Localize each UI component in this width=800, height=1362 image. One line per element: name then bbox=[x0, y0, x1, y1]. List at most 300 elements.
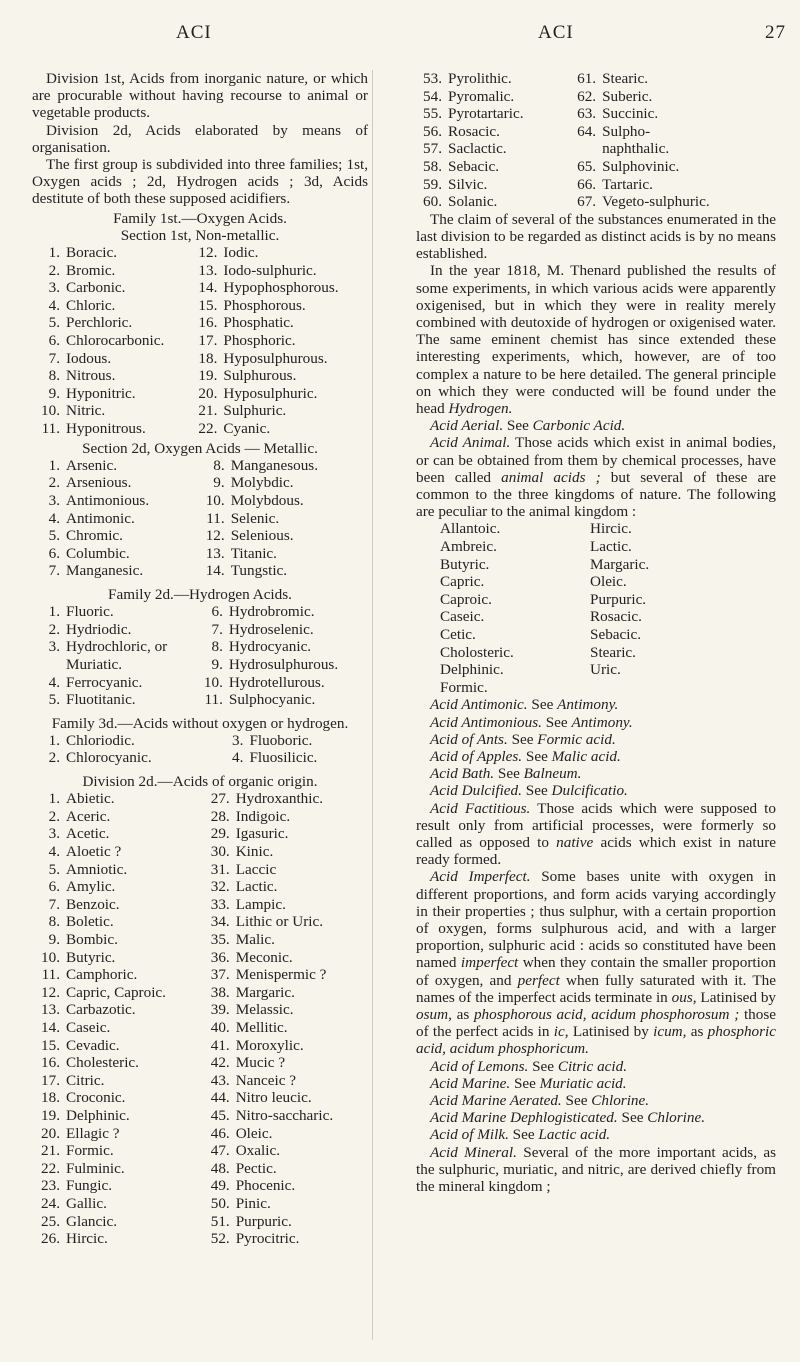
item-number: 13. bbox=[41, 1001, 60, 1019]
item-number: 51. bbox=[210, 1212, 230, 1230]
acid-name: Selenic. bbox=[230, 509, 280, 527]
item-number: 1. bbox=[48, 790, 60, 808]
acid-name: Titanic. bbox=[230, 544, 277, 562]
acid-name: Iodous. bbox=[66, 349, 112, 367]
item-number bbox=[32, 656, 66, 674]
item-number: 5. bbox=[48, 691, 60, 709]
acid-name: Pectic. bbox=[235, 1159, 277, 1177]
acid-name: Nitro-saccharic. bbox=[235, 1106, 334, 1124]
intro-paragraph: Division 2d, Acids elaborated by means of organisation. bbox=[32, 121, 368, 156]
acid-name: Tartaric. bbox=[602, 175, 653, 193]
item-number: 10. bbox=[41, 948, 60, 966]
acid-name: Laccic bbox=[235, 860, 277, 878]
item-number: 25. bbox=[41, 1212, 60, 1230]
list-row bbox=[32, 314, 368, 332]
acid-name: Camphoric. bbox=[66, 966, 138, 984]
acid-list bbox=[32, 732, 368, 767]
acid-name: Fluoric. bbox=[66, 603, 114, 621]
list-row bbox=[32, 674, 368, 692]
item-number: 2. bbox=[48, 474, 60, 492]
item-number: 3. bbox=[48, 491, 60, 509]
item-number: 65. bbox=[577, 157, 597, 175]
acid-name: Hyposulphuric. bbox=[223, 384, 318, 402]
acid-name: Stearic. bbox=[602, 70, 649, 87]
acid-name: Arsenious. bbox=[66, 474, 132, 492]
acid-name: naphthalic. bbox=[602, 140, 670, 158]
list-row bbox=[32, 385, 368, 403]
entry-acid-of-apples: Acid of Apples. See Malic acid. bbox=[430, 747, 621, 765]
acid-name: Sulphovinic. bbox=[602, 157, 680, 175]
acid-name: Pyrolithic. bbox=[448, 70, 512, 87]
item-number: 4. bbox=[232, 749, 244, 767]
item-number: 5. bbox=[48, 314, 60, 332]
item-number: 54. bbox=[423, 87, 442, 105]
acid-name: Phocenic. bbox=[235, 1177, 296, 1195]
list-row bbox=[32, 931, 368, 949]
item-number: 21. bbox=[41, 1142, 60, 1160]
item-number: 53. bbox=[423, 70, 442, 87]
acid-name: Molybdous. bbox=[230, 491, 304, 509]
acid-name: Silvic. bbox=[448, 175, 488, 193]
acid-list bbox=[416, 70, 776, 211]
list-row bbox=[32, 1089, 368, 1107]
item-number: 14. bbox=[205, 562, 225, 580]
list-row bbox=[440, 644, 740, 662]
acid-name: Melassic. bbox=[235, 1001, 294, 1019]
list-row bbox=[32, 1213, 368, 1231]
acid-name: Igasuric. bbox=[235, 825, 289, 843]
item-number: 29. bbox=[210, 825, 230, 843]
acid-name: Hydroselenic. bbox=[228, 620, 314, 638]
acid-name: Hyponitric. bbox=[66, 384, 136, 402]
acid-name: Acetic. bbox=[66, 825, 110, 843]
acid-name: Mucic ? bbox=[235, 1054, 286, 1072]
acid-name: Aloetic ? bbox=[66, 843, 122, 861]
acid-name: Vegeto-sulphuric. bbox=[602, 193, 710, 211]
item-number: 46. bbox=[210, 1124, 230, 1142]
list-row bbox=[416, 193, 776, 211]
acid-name: Sulphuric. bbox=[223, 402, 287, 420]
item-number: 5. bbox=[48, 527, 60, 545]
item-number: 6. bbox=[48, 332, 60, 349]
item-number: 39. bbox=[210, 1001, 230, 1019]
item-number: 1. bbox=[48, 731, 60, 749]
acid-name: Pyrotartaric. bbox=[448, 105, 524, 123]
acid-name: Hypophosphorous. bbox=[223, 279, 339, 297]
item-number: 7. bbox=[48, 349, 60, 367]
list-row bbox=[32, 638, 368, 656]
acid-name: Ellagic ? bbox=[66, 1124, 120, 1142]
item-number: 11. bbox=[206, 509, 225, 527]
acid-name: Glancic. bbox=[66, 1212, 118, 1230]
acid-name: Cholesteric. bbox=[66, 1054, 139, 1072]
acid-name: Antimonious. bbox=[66, 491, 150, 509]
acid-name: Abietic. bbox=[66, 790, 115, 808]
entry-acid-imperfect: Acid Imperfect. Some bases unite with oxygen in different proportions, and form acids varying accordingly in their properties ; thus sulphur, with a certain proportion of oxygen, forms sulphurous acid, and with a larger proportion, sulphuric acid : acids so constituted have been named imperfect when they contain the smaller proportion of oxygen, and perfect when fully saturated with it. The names of the imperfect acids terminate in ous, Latinised by osum, as phosphorous acid, acidum phosphorosum ; those of the perfect acids in ic, Latinised by icum, as phosphoric acid, acidum phosphoricum. bbox=[416, 868, 777, 1058]
acid-name: Sulpho- bbox=[602, 122, 651, 140]
running-head-center: ACI bbox=[538, 22, 574, 43]
item-number: 37. bbox=[210, 966, 230, 984]
acid-name: Allantoic. bbox=[440, 520, 501, 538]
paragraph: In the year 1818, M. Thenard published the results of some experiments, in which various acids were apparently oxigenised, but in which they were in reality merely combined with deutoxide of hydrogen or oxigenised water. The same eminent chemist has since extended these interesting experiments, which, however, are of too complex a nature to be here detailed. The general principle on which they were conducted will be found under the head Hydrogen. bbox=[416, 262, 776, 417]
list-row bbox=[32, 691, 368, 709]
acid-name: Nitro leucic. bbox=[235, 1089, 312, 1107]
acid-name: Margaric. bbox=[235, 983, 295, 1001]
list-row bbox=[32, 367, 368, 385]
acid-name: Antimonic. bbox=[66, 509, 135, 527]
list-row bbox=[32, 1195, 368, 1213]
acid-name: Citric. bbox=[66, 1071, 105, 1089]
list-row bbox=[32, 1107, 368, 1125]
acid-name: Chlorocyanic. bbox=[66, 749, 152, 767]
item-number: 50. bbox=[210, 1194, 230, 1212]
list-row bbox=[32, 621, 368, 639]
acid-name: Nitrous. bbox=[66, 367, 116, 385]
family-heading: Family 3d.—Acids without oxygen or hydrogen. bbox=[51, 714, 349, 732]
item-number: 67. bbox=[577, 193, 597, 211]
acid-name: Rosacic. bbox=[590, 608, 642, 626]
item-number: 17. bbox=[198, 332, 218, 349]
acid-name: Saclactic. bbox=[448, 140, 507, 158]
acid-name: Hydrochloric, or bbox=[66, 638, 168, 656]
acid-name: Meconic. bbox=[235, 948, 293, 966]
acid-name: Lactic. bbox=[235, 878, 278, 896]
family-heading: Family 1st.—Oxygen Acids. bbox=[113, 209, 287, 227]
item-number: 9. bbox=[48, 931, 60, 949]
item-number: 66. bbox=[577, 175, 597, 193]
acid-name: Chlorocarbonic. bbox=[66, 332, 165, 349]
item-number: 47. bbox=[210, 1142, 230, 1160]
acid-list bbox=[32, 244, 368, 438]
acid-name: Cetic. bbox=[440, 625, 476, 643]
item-number bbox=[570, 140, 602, 158]
acid-name: Pyromalic. bbox=[448, 87, 515, 105]
acid-name: Pyrocitric. bbox=[235, 1230, 300, 1248]
acid-name: Arsenic. bbox=[66, 456, 118, 474]
item-number: 20. bbox=[198, 384, 218, 402]
item-number: 22. bbox=[198, 419, 218, 437]
entry-acid-antimonic: Acid Antimonic. See Antimony. bbox=[430, 696, 619, 714]
acid-name bbox=[590, 679, 740, 697]
list-row bbox=[32, 966, 368, 984]
left-column bbox=[32, 70, 368, 1248]
acid-name: Purpuric. bbox=[235, 1212, 292, 1230]
acid-name: Aceric. bbox=[66, 807, 111, 825]
item-number: 2. bbox=[48, 620, 60, 638]
acid-name: Hircic. bbox=[590, 520, 632, 538]
acid-name: Succinic. bbox=[602, 105, 659, 123]
item-number: 48. bbox=[210, 1159, 230, 1177]
entry-acid-marine-aerated: Acid Marine Aerated. See Chlorine. bbox=[430, 1092, 650, 1110]
animal-acid-list bbox=[440, 520, 740, 696]
item-number: 32. bbox=[210, 878, 230, 896]
acid-name: Malic. bbox=[235, 931, 275, 949]
list-row bbox=[440, 573, 740, 591]
list-row bbox=[440, 626, 740, 644]
acid-name: Hydrocyanic. bbox=[228, 638, 312, 656]
acid-name: Sebacic. bbox=[590, 625, 642, 643]
division-heading: Division 2d.—Acids of organic origin. bbox=[82, 773, 318, 791]
item-number: 16. bbox=[198, 314, 218, 332]
acid-name: Sulphocyanic. bbox=[228, 691, 316, 709]
intro-paragraph: Division 1st, Acids from inorganic nature, or which are procurable without having recourse to animal or vegetable products. bbox=[32, 70, 368, 122]
acid-name: Ambreic. bbox=[440, 538, 497, 555]
acid-name: Hircic. bbox=[66, 1230, 108, 1248]
list-row bbox=[32, 808, 368, 826]
item-number: 4. bbox=[48, 296, 60, 314]
acid-name: Gallic. bbox=[66, 1194, 107, 1212]
item-number: 55. bbox=[423, 105, 442, 123]
item-number: 28. bbox=[210, 807, 230, 825]
acid-name: Oleic. bbox=[235, 1124, 273, 1142]
acid-name: Cholosteric. bbox=[440, 643, 514, 661]
list-row bbox=[32, 949, 368, 967]
list-row bbox=[32, 1230, 368, 1248]
acid-name: Perchloric. bbox=[66, 314, 133, 332]
acid-name: Cevadic. bbox=[66, 1036, 120, 1054]
acid-name: Boracic. bbox=[66, 244, 118, 262]
list-row bbox=[32, 896, 368, 914]
list-row bbox=[32, 843, 368, 861]
item-number: 20. bbox=[41, 1124, 60, 1142]
list-row bbox=[32, 1072, 368, 1090]
item-number: 3. bbox=[232, 731, 244, 749]
item-number: 34. bbox=[210, 913, 230, 931]
acid-name: Sebacic. bbox=[448, 157, 500, 175]
acid-name: Kinic. bbox=[235, 843, 274, 861]
acid-name: Hyposulphurous. bbox=[223, 349, 328, 367]
item-number: 11. bbox=[41, 419, 60, 437]
item-number: 13. bbox=[205, 544, 225, 562]
acid-name: Fluosilicic. bbox=[249, 749, 318, 767]
list-row bbox=[32, 1054, 368, 1072]
list-row bbox=[440, 679, 740, 697]
list-row bbox=[32, 656, 368, 674]
acid-name: Muriatic. bbox=[66, 655, 123, 673]
item-number: 16. bbox=[41, 1054, 60, 1072]
acid-name: Amniotic. bbox=[66, 860, 128, 878]
acid-name: Oleic. bbox=[590, 573, 627, 591]
acid-name: Cyanic. bbox=[223, 419, 271, 437]
acid-name: Chromic. bbox=[66, 527, 123, 545]
page-number: 27 bbox=[765, 22, 786, 43]
item-number: 31. bbox=[210, 860, 230, 878]
acid-name: Fluoboric. bbox=[249, 731, 313, 749]
paragraph: The claim of several of the substances enumerated in the last division to be regarded as distinct acids is by no means established. bbox=[416, 210, 776, 263]
list-row bbox=[440, 538, 740, 556]
acid-name: Boletic. bbox=[66, 913, 114, 931]
item-number: 10. bbox=[203, 673, 223, 691]
item-number: 9. bbox=[213, 474, 225, 492]
acid-name: Formic. bbox=[440, 678, 488, 696]
item-number: 30. bbox=[210, 843, 230, 861]
section-heading: Section 1st, Non-metallic. bbox=[120, 226, 280, 244]
list-row bbox=[32, 420, 368, 438]
acid-name: Phosphoric. bbox=[223, 332, 296, 349]
item-number: 26. bbox=[41, 1230, 60, 1248]
item-number: 3. bbox=[48, 638, 60, 656]
entry-acid-dulcified: Acid Dulcified. See Dulcificatio. bbox=[430, 782, 628, 800]
list-row bbox=[416, 70, 776, 88]
entry-acid-marine-dephlogisticated: Acid Marine Dephlogisticated. See Chlorine. bbox=[430, 1109, 706, 1127]
acid-name: Rosacic. bbox=[448, 122, 500, 140]
entry-acid-of-ants: Acid of Ants. See Formic acid. bbox=[430, 730, 616, 748]
list-row bbox=[440, 591, 740, 609]
list-row bbox=[32, 1001, 368, 1019]
entry-acid-factitious: Acid Factitious. Those acids which were supposed to result only from artificial processes, were formerly so called as opposed to native acids which exist in nature ready formed. bbox=[416, 799, 777, 869]
family-heading: Family 2d.—Hydrogen Acids. bbox=[108, 585, 292, 603]
acid-name: Fungic. bbox=[66, 1177, 112, 1195]
item-number: 33. bbox=[210, 895, 230, 913]
item-number: 1. bbox=[48, 244, 60, 262]
item-number: 41. bbox=[210, 1036, 230, 1054]
acid-name: Bromic. bbox=[66, 261, 116, 279]
item-number: 9. bbox=[48, 384, 60, 402]
list-row bbox=[32, 603, 368, 621]
acid-name: Tungstic. bbox=[230, 562, 288, 580]
item-number: 8. bbox=[213, 456, 225, 474]
acid-name: Delphinic. bbox=[440, 661, 504, 679]
item-number: 2. bbox=[48, 749, 60, 767]
item-number: 59. bbox=[423, 175, 442, 193]
acid-name: Nanceic ? bbox=[235, 1071, 297, 1089]
item-number: 52. bbox=[210, 1230, 230, 1248]
item-number: 4. bbox=[48, 843, 60, 861]
acid-name: Ferrocyanic. bbox=[66, 673, 143, 691]
list-row bbox=[32, 1125, 368, 1143]
item-number: 60. bbox=[423, 193, 442, 211]
list-row bbox=[32, 732, 368, 750]
item-number: 58. bbox=[423, 157, 442, 175]
item-number: 3. bbox=[48, 825, 60, 843]
item-number: 9. bbox=[211, 655, 223, 673]
list-row bbox=[32, 913, 368, 931]
list-row bbox=[32, 492, 368, 510]
acid-name: Delphinic. bbox=[66, 1106, 130, 1124]
item-number: 4. bbox=[48, 509, 60, 527]
acid-name: Iodic. bbox=[223, 244, 259, 262]
list-row bbox=[32, 1160, 368, 1178]
item-number: 21. bbox=[198, 402, 218, 420]
acid-name: Moroxylic. bbox=[235, 1036, 304, 1054]
item-number: 11. bbox=[41, 966, 60, 984]
item-number: 44. bbox=[210, 1089, 230, 1107]
acid-list bbox=[32, 457, 368, 580]
acid-name: Suberic. bbox=[602, 87, 653, 105]
acid-name: Amylic. bbox=[66, 878, 116, 896]
item-number: 13. bbox=[198, 261, 218, 279]
list-row bbox=[32, 457, 368, 475]
item-number: 19. bbox=[41, 1106, 60, 1124]
item-number: 5. bbox=[48, 860, 60, 878]
item-number: 18. bbox=[41, 1089, 60, 1107]
item-number: 45. bbox=[210, 1106, 230, 1124]
acid-list bbox=[32, 790, 368, 1247]
list-row bbox=[32, 562, 368, 580]
acid-name: Manganesic. bbox=[66, 562, 144, 580]
item-number: 2. bbox=[48, 807, 60, 825]
list-row bbox=[32, 244, 368, 262]
acid-name: Iodo-sulphuric. bbox=[223, 261, 317, 279]
item-number: 3. bbox=[48, 279, 60, 297]
right-column bbox=[416, 70, 776, 1195]
list-row bbox=[32, 350, 368, 368]
list-row bbox=[32, 297, 368, 315]
acid-name: Formic. bbox=[66, 1142, 114, 1160]
list-row bbox=[32, 545, 368, 563]
list-row bbox=[32, 279, 368, 297]
acid-name: Molybdic. bbox=[230, 474, 294, 492]
acid-name: Chloric. bbox=[66, 296, 116, 314]
item-number: 27. bbox=[210, 790, 230, 808]
acid-name: Hydriodic. bbox=[66, 620, 132, 638]
item-number: 43. bbox=[210, 1071, 230, 1089]
item-number: 7. bbox=[211, 620, 223, 638]
list-row bbox=[32, 527, 368, 545]
item-number: 14. bbox=[198, 279, 218, 297]
acid-name: Stearic. bbox=[590, 643, 636, 661]
item-number: 6. bbox=[48, 544, 60, 562]
entry-acid-of-milk: Acid of Milk. See Lactic acid. bbox=[430, 1126, 611, 1144]
entry-acid-marine: Acid Marine. See Muriatic acid. bbox=[430, 1074, 627, 1092]
item-number: 14. bbox=[41, 1019, 60, 1036]
list-row bbox=[32, 1019, 368, 1037]
entry-acid-mineral: Acid Mineral. Several of the more important acids, as the sulphuric, muriatic, and nitric, are derived chiefly from the mineral kingdom ; bbox=[416, 1143, 776, 1196]
list-row bbox=[32, 1177, 368, 1195]
item-number: 10. bbox=[41, 402, 60, 420]
item-number: 12. bbox=[205, 527, 225, 545]
item-number: 61. bbox=[577, 70, 597, 87]
acid-name: Oxalic. bbox=[235, 1142, 280, 1160]
entry-acid-aerial: Acid Aerial. See Carbonic Acid. bbox=[430, 417, 626, 435]
item-number: 2. bbox=[48, 261, 60, 279]
item-number: 40. bbox=[210, 1019, 230, 1036]
item-number: 1. bbox=[48, 603, 60, 621]
acid-name: Pinic. bbox=[235, 1194, 271, 1212]
acid-name: Chloriodic. bbox=[66, 731, 135, 749]
list-row bbox=[32, 790, 368, 808]
acid-name: Capric, Caproic. bbox=[66, 983, 166, 1001]
acid-name: Margaric. bbox=[590, 555, 650, 573]
acid-name: Fluotitanic. bbox=[66, 691, 136, 709]
item-number: 24. bbox=[41, 1194, 60, 1212]
list-row bbox=[416, 88, 776, 106]
acid-name: Croconic. bbox=[66, 1089, 126, 1107]
acid-name: Solanic. bbox=[448, 193, 498, 211]
list-row bbox=[416, 176, 776, 194]
item-number: 56. bbox=[423, 122, 442, 140]
acid-name: Caproic. bbox=[440, 590, 492, 608]
list-row bbox=[32, 262, 368, 280]
acid-name: Hyponitrous. bbox=[66, 419, 146, 437]
acid-name: Benzoic. bbox=[66, 895, 120, 913]
list-row bbox=[416, 105, 776, 123]
item-number: 57. bbox=[423, 140, 442, 158]
list-row bbox=[32, 861, 368, 879]
acid-name: Bombic. bbox=[66, 931, 118, 949]
list-row bbox=[32, 332, 368, 350]
acid-name: Phosphorous. bbox=[223, 296, 306, 314]
acid-name: Purpuric. bbox=[590, 590, 647, 608]
item-number: 22. bbox=[41, 1159, 60, 1177]
list-row bbox=[440, 556, 740, 574]
item-number: 49. bbox=[210, 1177, 230, 1195]
acid-name: Sulphurous. bbox=[223, 367, 297, 385]
acid-name: Caseic. bbox=[66, 1019, 111, 1036]
acid-name: Columbic. bbox=[66, 544, 130, 562]
list-row bbox=[440, 661, 740, 679]
intro-paragraph: The first group is subdivided into three families; 1st, Oxygen acids ; 2d, Hydrogen acids ; 3d, Acids destitute of both these supposed acidifiers. bbox=[32, 156, 368, 208]
